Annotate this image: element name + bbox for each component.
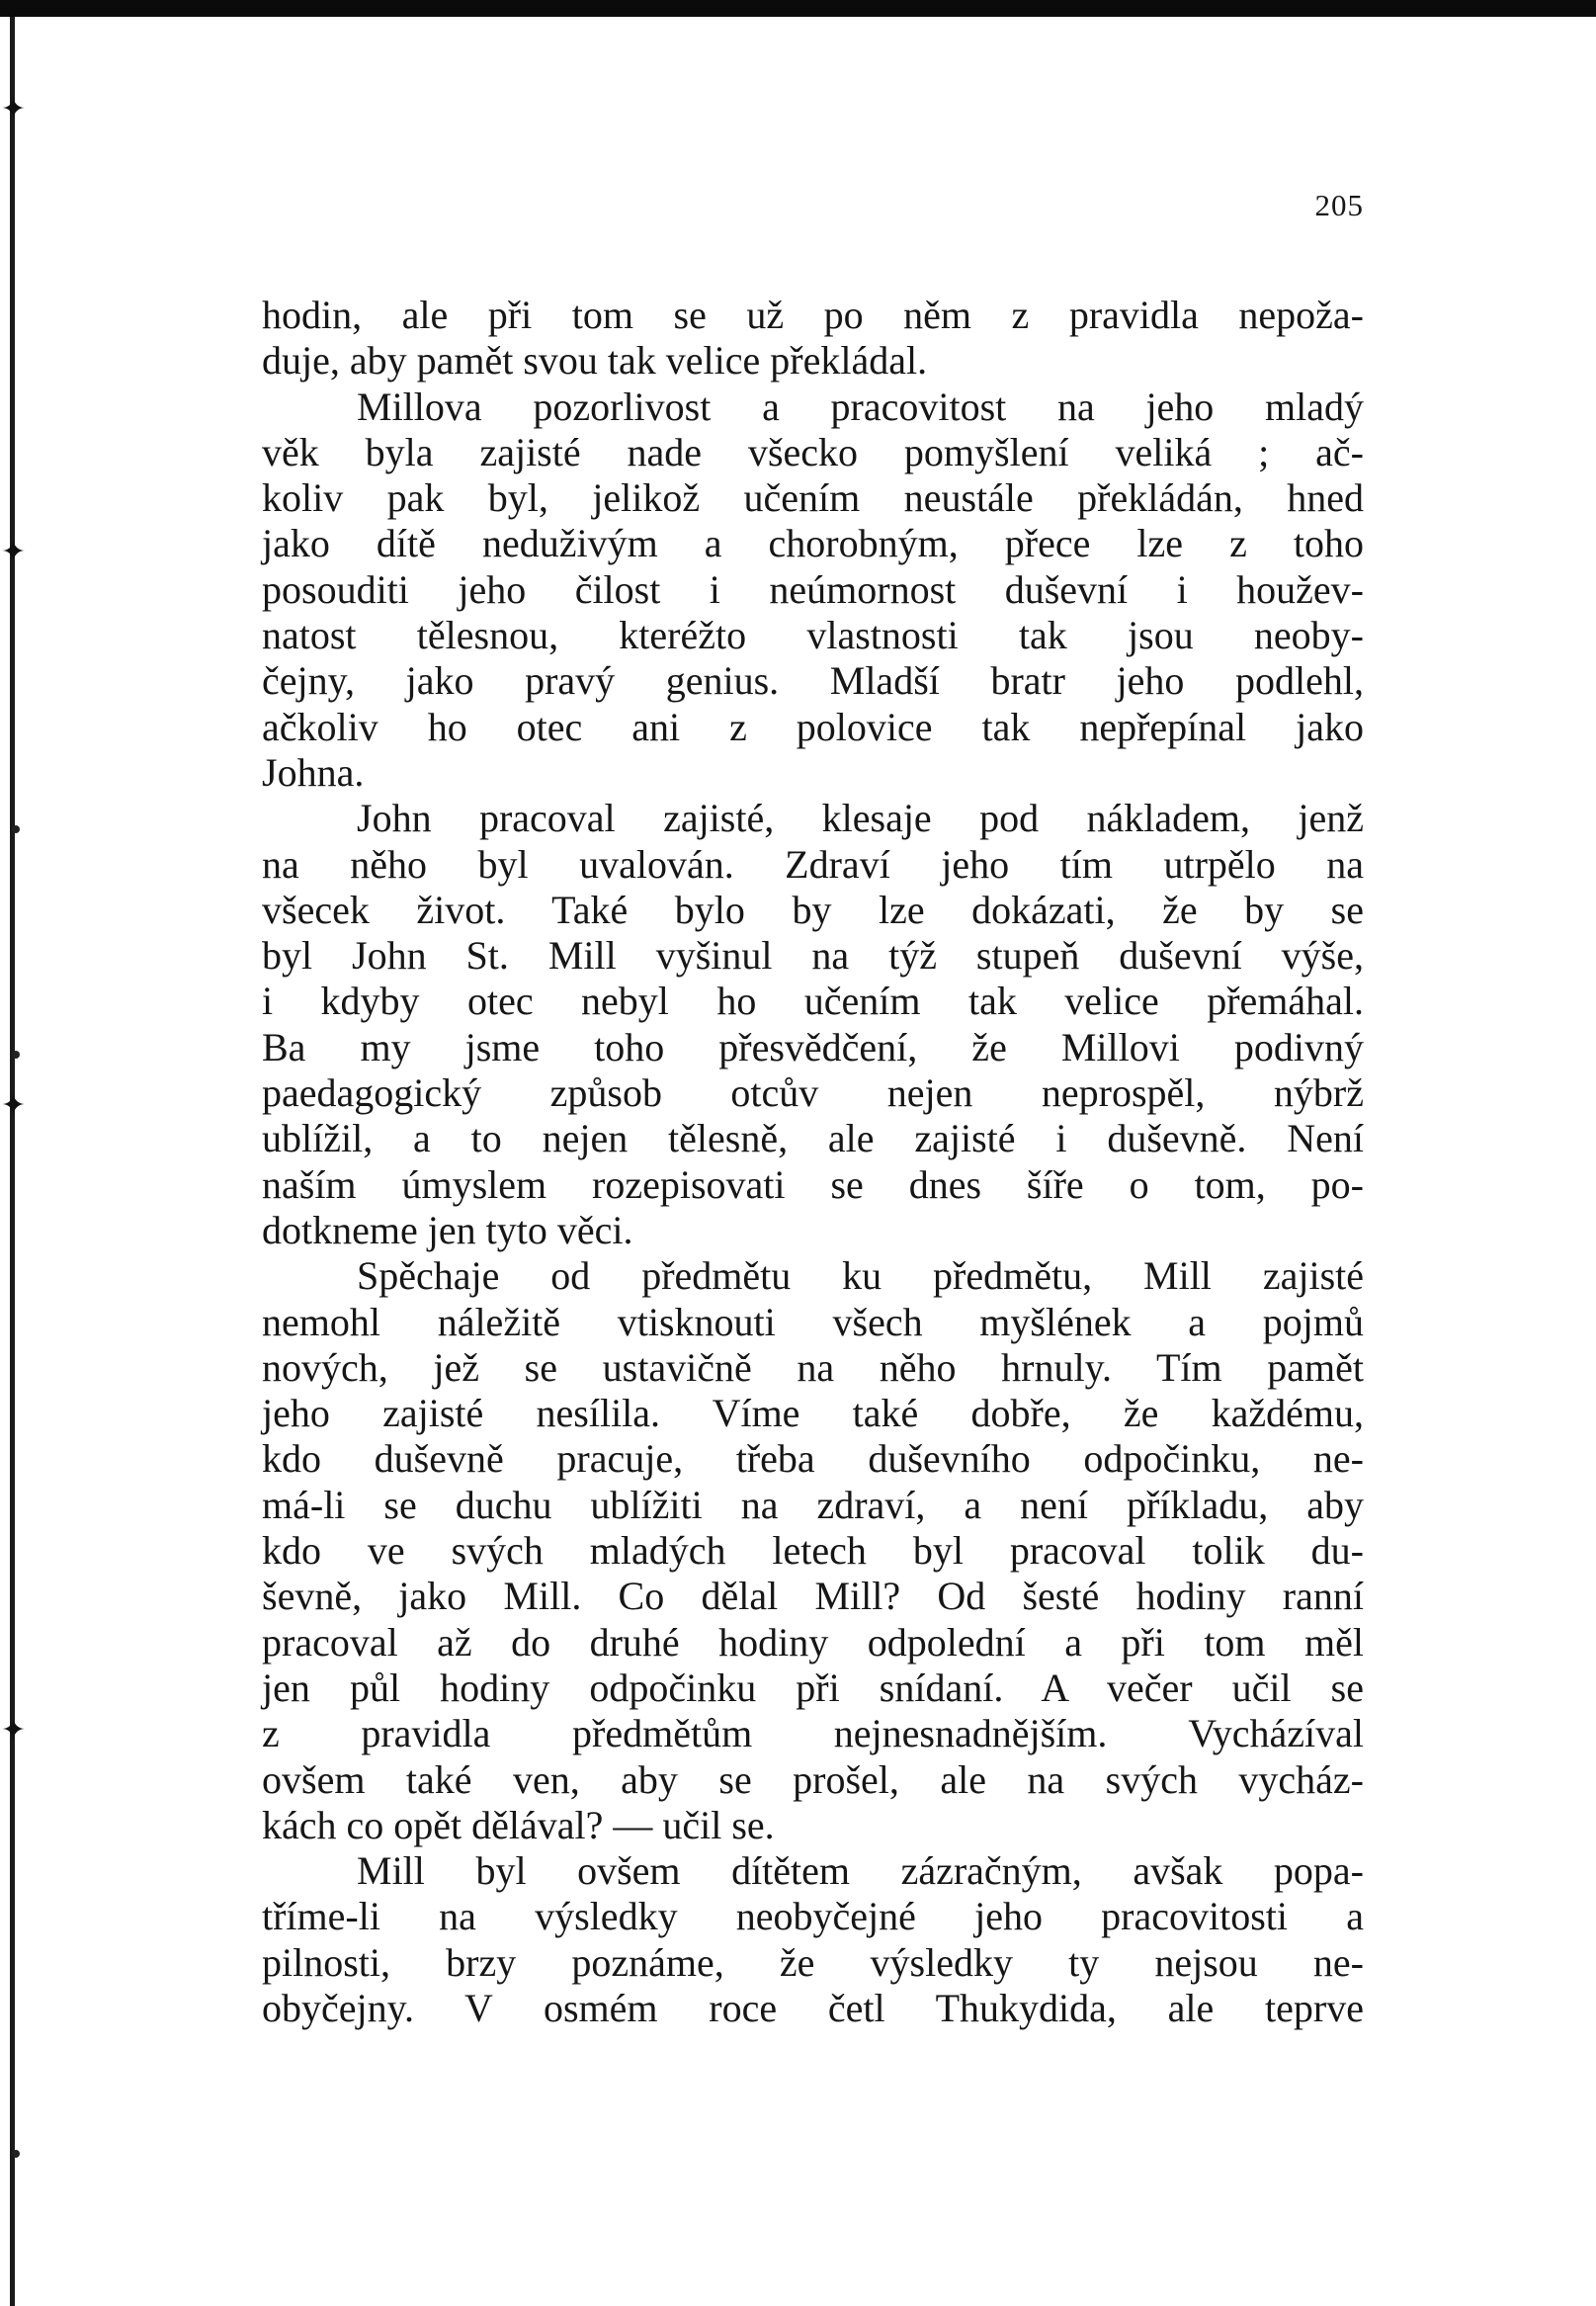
text-line: kách co opět dělával? — učil se. (262, 1802, 775, 1847)
text-line: koliv pak byl, jelikož učením neustále překládán, hned (262, 475, 1364, 521)
text-line: má-li se duchu ublížiti na zdraví, a není příkladu, aby (262, 1482, 1364, 1527)
text-line: jen půl hodiny odpočinku při snídaní. A večer učil se (262, 1665, 1364, 1710)
text-line: ublížil, a to nejen tělesně, ale zajisté i duševně. Není (262, 1116, 1364, 1161)
page-number: 205 (1314, 188, 1364, 222)
text-line: Millova pozorlivost a pracovitost na jeho mladý (357, 384, 1364, 429)
text-line: kdo ve svých mladých letech byl pracoval tolik du- (262, 1528, 1364, 1574)
text-line: nových, jež se ustavičně na něho hrnuly. Tím pamět (262, 1344, 1364, 1390)
text-line: obyčejny. V osmém roce četl Thukydida, ale teprve (262, 1985, 1364, 2030)
text-line: posouditi jeho čilost i neúmornost duševní i houžev- (262, 566, 1364, 612)
text-line: tříme-li na výsledky neobyčejné jeho pracovitosti a (262, 1894, 1364, 1939)
text-line: duje, aby pamět svou tak velice překládal. (262, 338, 928, 384)
text-line: jako dítě neduživým a chorobným, přece lze z toho (262, 521, 1364, 566)
text-line: pracoval až do druhé hodiny odpolední a při tom měl (262, 1619, 1364, 1665)
text-line: ovšem také ven, aby se prošel, ale na svých vycház- (262, 1756, 1364, 1802)
margin-dot-icon (12, 1051, 20, 1059)
margin-dot-icon (12, 825, 20, 833)
scan-left-edge (10, 17, 15, 2306)
text-line: dotkneme jen tyto věci. (262, 1207, 633, 1252)
margin-mark-icon: ✦ (1, 92, 27, 127)
text-line: Johna. (262, 749, 365, 795)
text-line: z pravidla předmětům nejnesnadnějším. Vycházíval (262, 1711, 1364, 1756)
scan-top-border (0, 0, 1596, 17)
text-line: jeho zajisté nesílila. Víme také dobře, že každému, (262, 1391, 1364, 1436)
text-line: i kdyby otec nebyl ho učením tak velice přemáhal. (262, 979, 1364, 1024)
text-line: hodin, ale při tom se už po něm z pravidla nepoža- (262, 293, 1364, 337)
text-line: na něho byl uvalován. Zdraví jeho tím utrpělo na (262, 841, 1364, 887)
text-line: ačkoliv ho otec ani z polovice tak nepřepínal jako (262, 704, 1364, 749)
margin-mark-icon: ✦ (1, 1088, 27, 1123)
text-line: Ba my jsme toho přesvědčení, že Millovi podivný (262, 1024, 1364, 1069)
body-text (262, 293, 1364, 2031)
text-line: paedagogický způsob otcův nejen neprospěl, nýbrž (262, 1070, 1364, 1116)
text-line: nemohl náležitě vtisknouti všech myšlének a pojmů (262, 1299, 1364, 1344)
margin-mark-icon: ✦ (1, 535, 27, 569)
text-line: všecek život. Také bylo by lze dokázati, že by se (262, 887, 1364, 932)
text-line: ševně, jako Mill. Co dělal Mill? Od šesté hodiny ranní (262, 1574, 1364, 1619)
text-line: John pracoval zajisté, klesaje pod nákladem, jenž (357, 796, 1364, 841)
text-line: čejny, jako pravý genius. Mladší bratr jeho podlehl, (262, 658, 1364, 704)
text-line: Mill byl ovšem dítětem zázračným, avšak popa- (357, 1848, 1364, 1894)
text-line: kdo duševně pracuje, třeba duševního odpočinku, ne- (262, 1436, 1364, 1482)
text-line: natost tělesnou, kteréžto vlastnosti tak jsou neoby- (262, 613, 1364, 658)
margin-mark-icon: ✦ (1, 1713, 27, 1748)
text-line: pilnosti, brzy poznáme, že výsledky ty nejsou ne- (262, 1939, 1364, 1985)
text-line: věk byla zajisté nade všecko pomyšlení veliká ; ač- (262, 429, 1364, 474)
text-line: byl John St. Mill vyšinul na týž stupeň duševní výše, (262, 933, 1364, 979)
text-line: Spěchaje od předmětu ku předmětu, Mill zajisté (357, 1253, 1364, 1299)
text-line: naším úmyslem rozepisovati se dnes šíře o tom, po- (262, 1161, 1364, 1207)
margin-dot-icon (12, 2150, 20, 2158)
